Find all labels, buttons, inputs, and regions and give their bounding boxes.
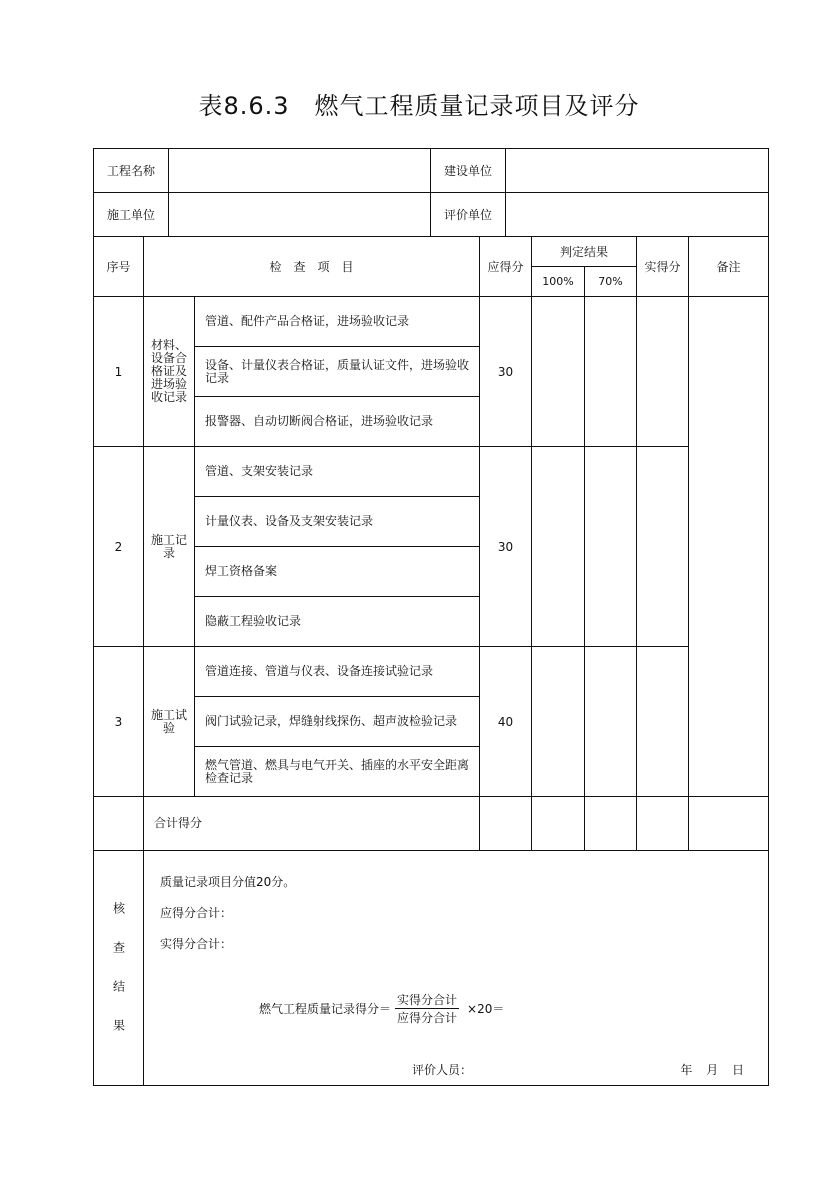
- project-name-field[interactable]: [169, 149, 431, 193]
- header-remark: 备注: [689, 237, 769, 297]
- builder-field[interactable]: [506, 149, 769, 193]
- item-cell: 设备、计量仪表合格证，质量认证文件，进场验收记录: [195, 347, 480, 397]
- page-title: 表8.6.3 燃气工程质量记录项目及评分: [198, 92, 640, 120]
- formula-denominator: 应得分合计: [397, 1011, 458, 1025]
- item-cell: 计量仪表、设备及支架安装记录: [195, 497, 480, 547]
- project-name-label: 工程名称: [94, 149, 169, 193]
- item-cell: 隐蔽工程验收记录: [195, 597, 480, 647]
- result-70-cell[interactable]: [585, 647, 637, 797]
- item-cell: 阀门试验记录，焊缝射线探伤、超声波检验记录: [195, 697, 480, 747]
- result-70-cell[interactable]: [585, 297, 637, 447]
- header-100: 100%: [532, 267, 585, 297]
- item-cell: 管道连接、管道与仪表、设备连接试验记录: [195, 647, 480, 697]
- formula-numerator: 实得分合计: [397, 993, 458, 1007]
- sum-row: [94, 797, 769, 851]
- header-actual: 实得分: [637, 237, 689, 297]
- header-70: 70%: [585, 267, 637, 297]
- sum-actual-cell[interactable]: [637, 797, 689, 851]
- contractor-field[interactable]: [169, 193, 431, 237]
- remark-cell[interactable]: [689, 297, 769, 797]
- header-items: 检 查 项 目: [144, 237, 480, 297]
- review-row: [94, 851, 769, 1086]
- evaluator-field[interactable]: [506, 193, 769, 237]
- item-cell: 报警器、自动切断阀合格证，进场验收记录: [195, 397, 480, 447]
- item-cell: 管道、配件产品合格证，进场验收记录: [195, 297, 480, 347]
- seq-cell: 2: [94, 447, 144, 647]
- score-formula: [259, 991, 504, 1026]
- seq-cell: 3: [94, 647, 144, 797]
- item-cell: 燃气管道、燃具与电气开关、插座的水平安全距离检查记录: [195, 747, 480, 797]
- actual-score-cell[interactable]: [637, 447, 689, 647]
- table-row: [94, 647, 769, 697]
- item-cell: 焊工资格备案: [195, 547, 480, 597]
- due-score-cell: 40: [480, 647, 532, 797]
- category-cell: 施工试验: [144, 647, 195, 797]
- score-table: [93, 236, 769, 1086]
- sum-seq-cell: [94, 797, 144, 851]
- builder-label: 建设单位: [431, 149, 506, 193]
- header-seq: 序号: [94, 237, 144, 297]
- category-cell: 材料、设备合格证及进场验收记录: [144, 297, 195, 447]
- evaluator-label: 评价单位: [431, 193, 506, 237]
- sum-70-cell[interactable]: [585, 797, 637, 851]
- signer-label: 评价人员：: [412, 1063, 473, 1077]
- actual-score-cell[interactable]: [637, 647, 689, 797]
- formula-fraction: [395, 991, 459, 1026]
- sum-remark-cell[interactable]: [689, 797, 769, 851]
- contractor-label: 施工单位: [94, 193, 169, 237]
- result-70-cell[interactable]: [585, 447, 637, 647]
- result-100-cell[interactable]: [532, 647, 585, 797]
- result-100-cell[interactable]: [532, 297, 585, 447]
- review-line-due: 应得分合计：: [160, 906, 233, 920]
- actual-score-cell[interactable]: [637, 297, 689, 447]
- sum-100-cell[interactable]: [532, 797, 585, 851]
- date-label: 年 月 日: [680, 1063, 745, 1077]
- review-line-actual: 实得分合计：: [160, 937, 233, 951]
- seq-cell: 1: [94, 297, 144, 447]
- result-100-cell[interactable]: [532, 447, 585, 647]
- header-due-score: 应得分: [480, 237, 532, 297]
- item-cell: 管道、支架安装记录: [195, 447, 480, 497]
- review-label: 核查结果: [111, 902, 126, 1058]
- table-row: [94, 447, 769, 497]
- review-line-value: 质量记录项目分值20分。: [160, 875, 296, 889]
- due-score-cell: 30: [480, 297, 532, 447]
- review-label-cell: [94, 851, 144, 1086]
- sum-due-cell[interactable]: [480, 797, 532, 851]
- review-content: [144, 851, 769, 1086]
- table-row: [94, 297, 769, 347]
- formula-right: ×20＝: [467, 1002, 505, 1016]
- header-judgment: 判定结果: [532, 237, 637, 267]
- due-score-cell: 30: [480, 447, 532, 647]
- formula-left: 燃气工程质量记录得分＝: [259, 1002, 392, 1016]
- sum-label: 合计得分: [144, 797, 480, 851]
- category-cell: 施工记录: [144, 447, 195, 647]
- info-table: [93, 148, 769, 237]
